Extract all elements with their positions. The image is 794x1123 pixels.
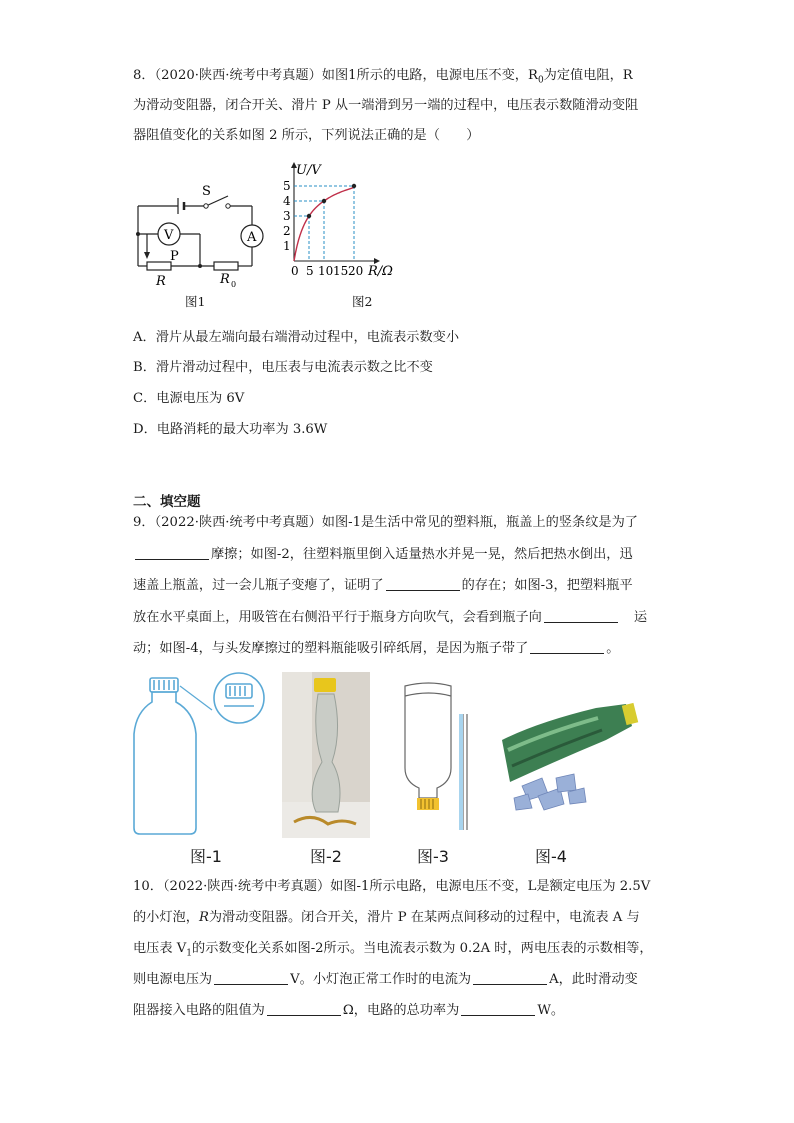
- q9-line-4: [133, 608, 647, 628]
- y-tick-label-0: 1: [283, 239, 291, 253]
- fig-caption-1: 图-1: [190, 847, 222, 866]
- fig-caption-4: 图-4: [535, 847, 567, 866]
- resistor-label: R: [220, 272, 230, 287]
- answer-blank[interactable]: [386, 576, 460, 591]
- rheostat-label: R: [156, 274, 166, 289]
- y-axis-label: U/V: [296, 163, 321, 178]
- span-12: V。小灯泡正常工作时的电流为: [290, 972, 472, 987]
- answer-blank[interactable]: [473, 970, 547, 985]
- span-4: 运: [633, 610, 647, 625]
- data-point-0: [307, 214, 311, 218]
- span-15: Ω，电路的总功率为: [342, 1003, 460, 1018]
- y-tick-label-4: 5: [283, 179, 291, 193]
- span-3: 放在水平桌面上，用吸管在右侧沿平行于瓶身方向吹气，会看到瓶子向: [133, 610, 542, 625]
- option-d: D．电路消耗的最大功率为 3.6W: [133, 422, 328, 437]
- answer-blank[interactable]: [267, 1001, 341, 1016]
- answer-blank[interactable]: [461, 1001, 535, 1016]
- y-tick-label-1: 2: [283, 224, 291, 238]
- switch-label: S: [202, 184, 211, 199]
- answer-blank[interactable]: [544, 608, 618, 623]
- q8-line-3: 器阻值变化的关系如图 2 所示，下列说法正确的是（ ）: [133, 128, 480, 143]
- voltage-resistance-chart: [278, 158, 428, 286]
- fig1-caption: 图1: [185, 294, 206, 309]
- bottle-outline-figure: [130, 672, 275, 838]
- span-8: 为滑动变阻器。闭合开关，滑片 P 在某两点间移动的过程中，电流表 A 与: [208, 910, 640, 925]
- span-2: 的存在；如图-3，把塑料瓶平: [461, 578, 633, 593]
- x-axis-label: R/Ω: [368, 264, 393, 279]
- q9-line-2: [133, 545, 633, 565]
- section-title: 二、填空题: [133, 494, 201, 510]
- answer-blank[interactable]: [214, 970, 288, 985]
- data-point-1: [322, 199, 326, 203]
- sub-0: 0: [537, 75, 544, 86]
- deformed-bottle-photo: [282, 672, 370, 838]
- x-tick-label-0: 0: [291, 264, 299, 278]
- q10-line-5: [133, 1001, 564, 1021]
- slider-label: P: [170, 249, 179, 264]
- q10-line-3: [133, 939, 653, 964]
- span-11: 则电源电压为: [133, 972, 213, 987]
- q10-line-4: [133, 970, 638, 990]
- answer-blank[interactable]: [530, 639, 604, 654]
- span-5: 动；如图-4，与头发摩擦过的塑料瓶能吸引碎纸屑，是因为瓶子带了: [133, 641, 529, 656]
- span-14: 阻器接入电路的阻值为: [133, 1003, 265, 1018]
- q9-line-1: 9．（2022·陕西·统考中考真题）如图-1是生活中常见的塑料瓶，瓶盖上的竖条纹是为了: [133, 515, 638, 530]
- span-6: 。: [606, 641, 620, 656]
- text-0: 0: [231, 280, 237, 289]
- q8-line-1: [133, 66, 633, 91]
- fig-caption-2: 图-2: [310, 847, 342, 866]
- span-16: W。: [537, 1003, 565, 1018]
- ammeter-label: A: [247, 230, 257, 245]
- y-tick-label-3: 4: [283, 194, 291, 208]
- y-tick-label-2: 3: [283, 209, 291, 223]
- option-b: B．滑片滑动过程中，电压表与电流表示数之比不变: [133, 360, 433, 375]
- span-1: 速盖上瓶盖，过一会儿瓶子变瘪了，证明了: [133, 578, 384, 593]
- i-0: R: [198, 910, 209, 925]
- q8-line-2: 为滑动变阻器，闭合开关、滑片 P 从一端滑到另一端的过程中，电压表示数随滑动变阻: [133, 98, 639, 113]
- fig-caption-3: 图-3: [417, 847, 449, 866]
- option-c: C．电源电压为 6V: [133, 391, 245, 406]
- x-tick-label-3: 15: [333, 264, 349, 278]
- horizontal-bottle-figure: [393, 678, 473, 838]
- span-7: 的小灯泡，: [133, 910, 199, 925]
- q8-text-1a: 8．（2020·陕西·统考中考真题）如图1所示的电路，电源电压不变，R: [133, 68, 538, 83]
- x-tick-label-2: 10: [318, 264, 334, 278]
- q9-line-3: [133, 576, 633, 596]
- q10-line-2: [133, 908, 640, 928]
- option-a: A．滑片从最左端向最右端滑动过程中，电流表示数变小: [133, 330, 460, 345]
- q9-line-5: [133, 639, 619, 659]
- circuit-diagram: [130, 180, 270, 290]
- span-9: 电压表 V: [133, 941, 187, 956]
- q10-line-1: 10．（2022·陕西·统考中考真题）如图-1所示电路，电源电压不变，L是额定电压为 2.5V: [133, 879, 651, 894]
- sub-1: 1: [186, 948, 193, 959]
- green-bottle-photo: [498, 700, 648, 812]
- span-10: 的示数变化关系如图-2所示。当电流表示数为 0.2A 时，两电压表的示数相等，: [192, 941, 653, 956]
- x-tick-label-4: 20: [348, 264, 364, 278]
- data-point-2: [352, 184, 356, 188]
- q8-text-1b: 为定值电阻，R: [543, 68, 633, 83]
- x-tick-label-1: 5: [306, 264, 314, 278]
- span-13: A，此时滑动变: [549, 972, 638, 987]
- span-0: 摩擦；如图-2，往塑料瓶里倒入适量热水并晃一晃，然后把热水倒出，迅: [211, 547, 633, 562]
- answer-blank[interactable]: [135, 545, 209, 560]
- voltmeter-label: V: [164, 228, 174, 243]
- fig2-caption: 图2: [352, 294, 373, 309]
